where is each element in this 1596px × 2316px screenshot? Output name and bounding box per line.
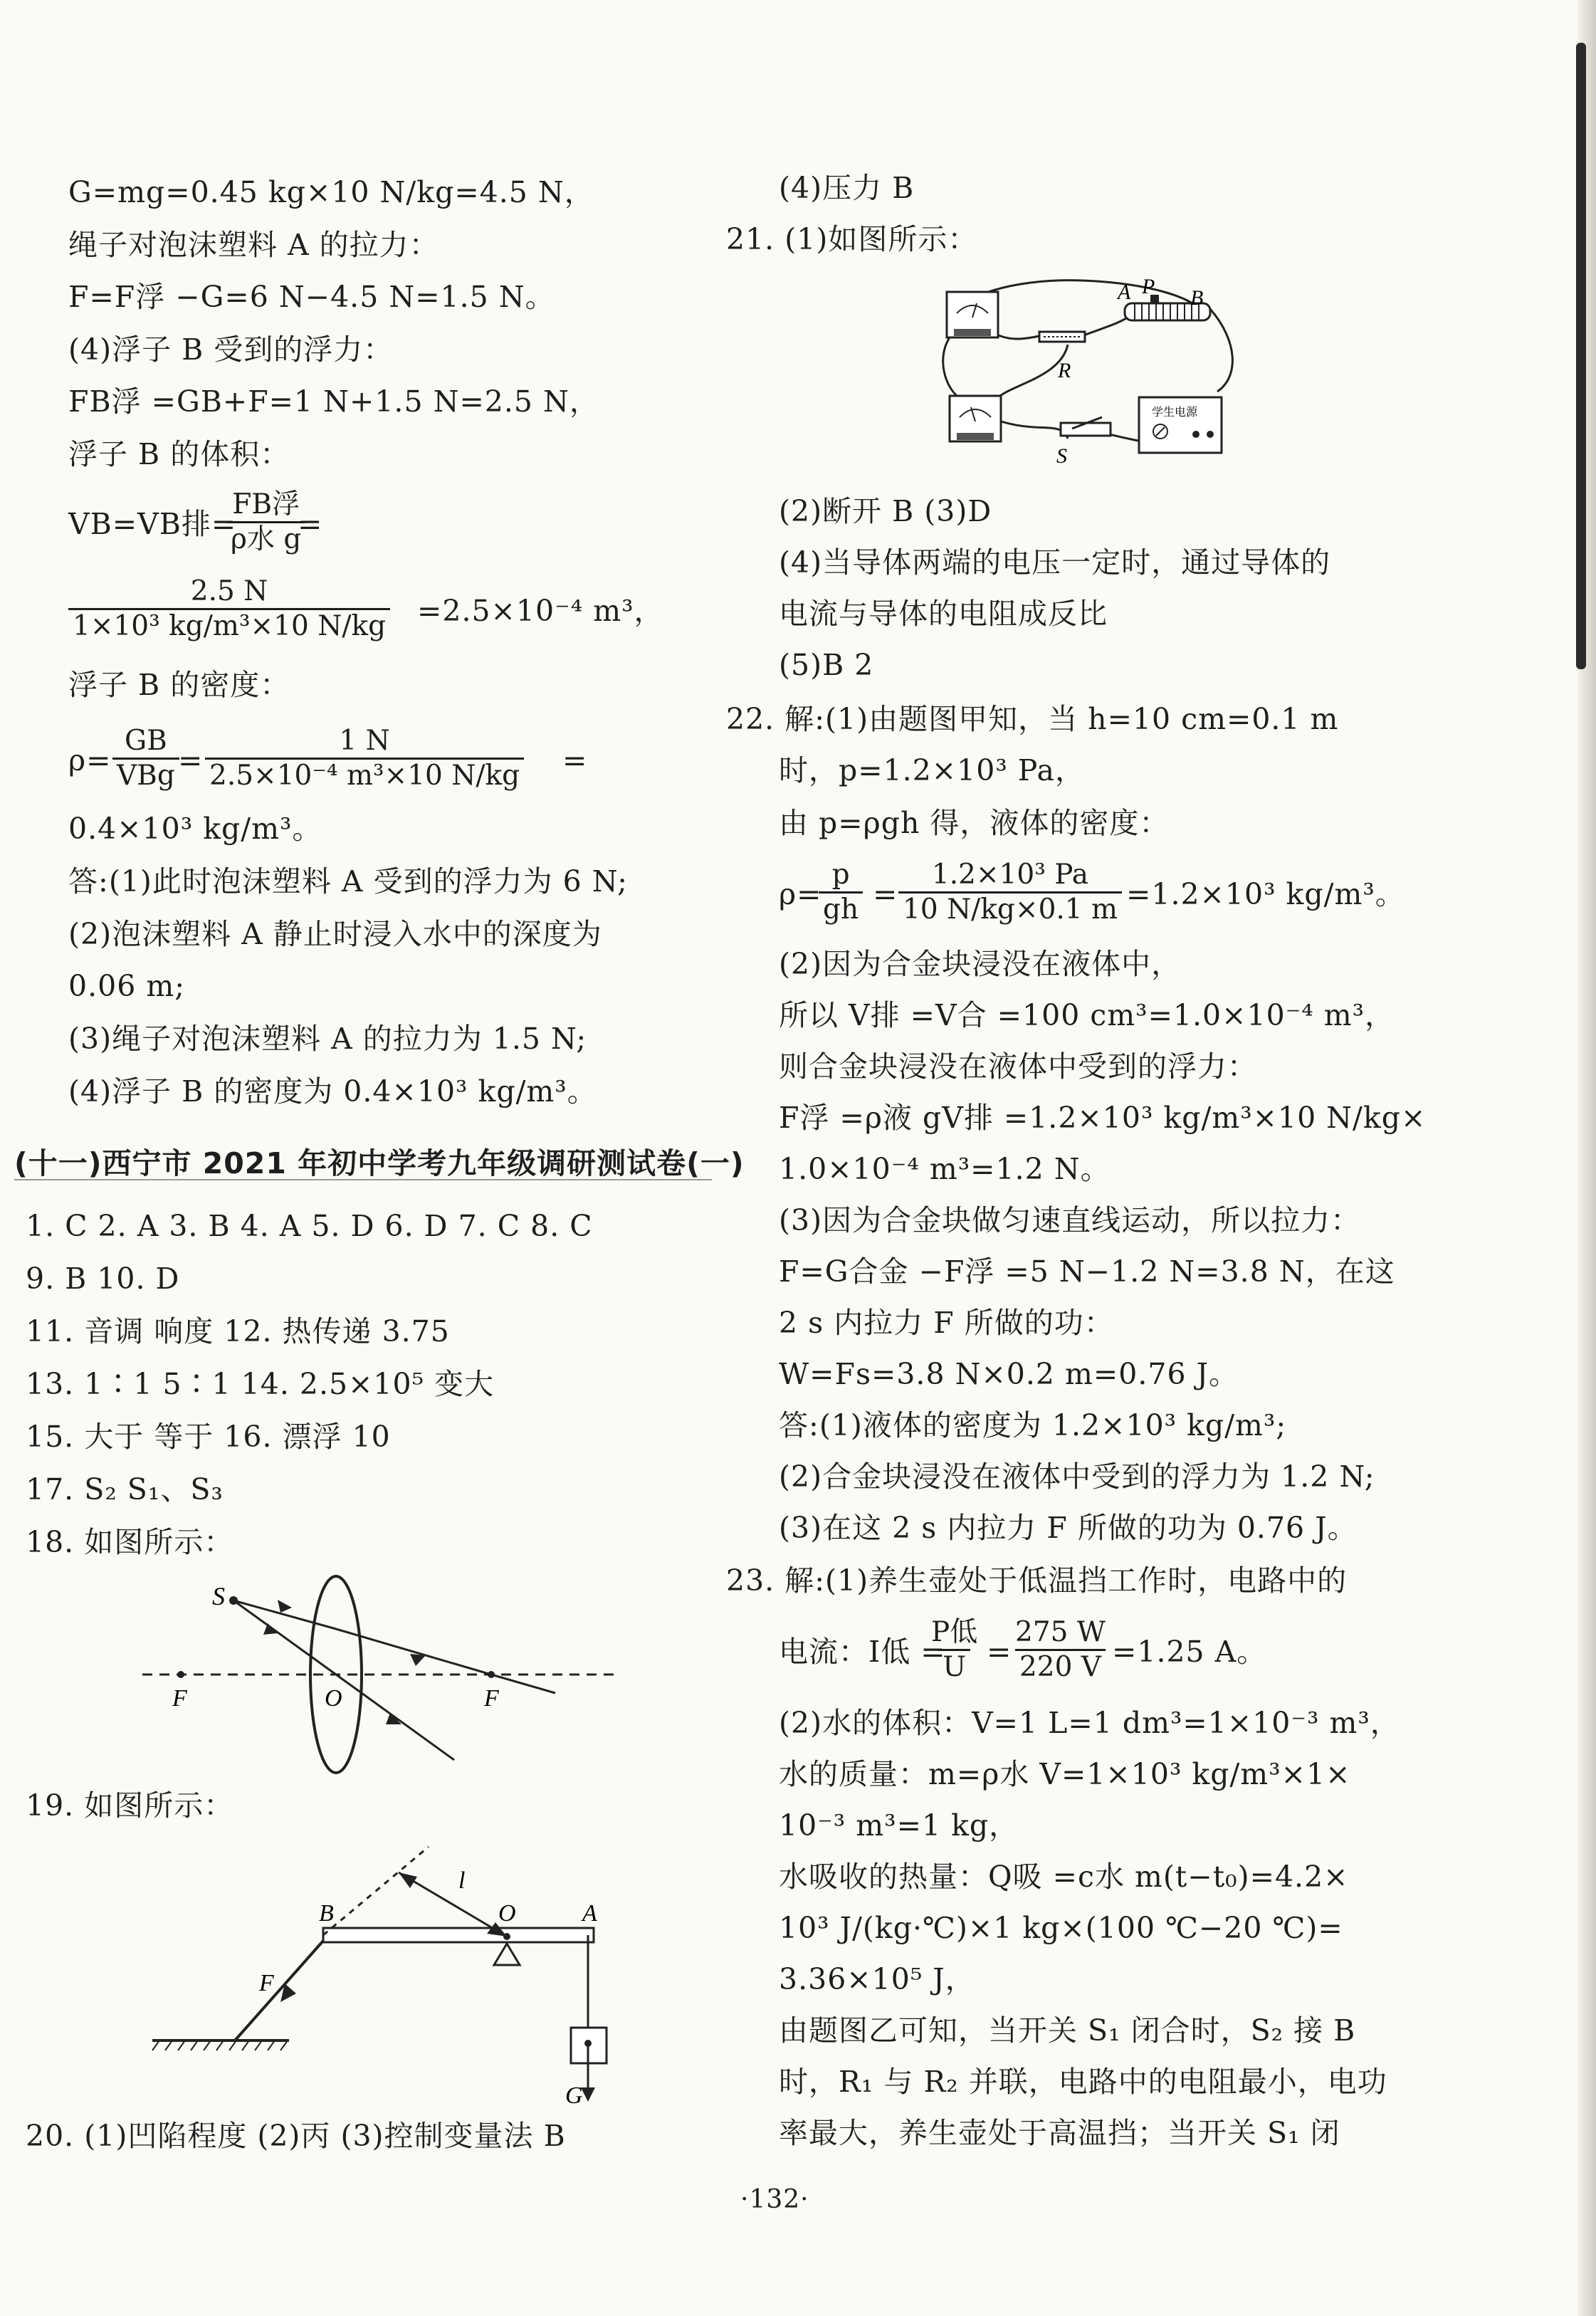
label-A: A bbox=[1118, 281, 1131, 304]
formula-lhs: VB=VB排= bbox=[68, 507, 237, 541]
lever-diagram bbox=[142, 1837, 641, 2107]
denominator: VBg bbox=[112, 758, 179, 792]
text-line: G=mg=0.45 kg×10 N/kg=4.5 N， bbox=[68, 175, 594, 209]
equals: = bbox=[873, 877, 898, 911]
text-line: 21. (1)如图所示： bbox=[726, 222, 978, 256]
fraction bbox=[68, 575, 390, 643]
denominator: 2.5×10⁻⁴ m³×10 N/kg bbox=[205, 758, 524, 792]
text-line: 所以 V排 =V合 =100 cm³=1.0×10⁻⁴ m³， bbox=[779, 998, 1395, 1032]
label-F: F bbox=[259, 1970, 274, 1996]
text-line: 2 s 内拉力 F 所做的功： bbox=[779, 1306, 1114, 1340]
equals: = bbox=[178, 743, 204, 777]
text-line: 浮子 B 的体积： bbox=[68, 437, 290, 471]
text-line: (4)浮子 B 的密度为 0.4×10³ kg/m³。 bbox=[68, 1074, 597, 1109]
text-line: 0.4×10³ kg/m³。 bbox=[68, 812, 322, 846]
text-line: 水吸收的热量：Q吸 =c水 m(t−t₀)=4.2× bbox=[779, 1860, 1349, 1894]
formula-result: =1.2×10³ kg/m³。 bbox=[1126, 877, 1405, 911]
text-line: 3.36×10⁵ J， bbox=[779, 1962, 975, 1996]
answer-line: 1. C 2. A 3. B 4. A 5. D 6. D 7. C 8. C bbox=[26, 1209, 593, 1243]
text-line: 时，p=1.2×10³ Pa， bbox=[779, 753, 1085, 787]
label-G: G bbox=[565, 2082, 583, 2107]
text-line: 22. 解:(1)由题图甲知，当 h=10 cm=0.1 m bbox=[726, 702, 1339, 736]
denominator: gh bbox=[819, 891, 863, 926]
formula-result: =1.25 A。 bbox=[1112, 1635, 1267, 1669]
numerator: 275 W bbox=[1015, 1616, 1106, 1648]
label-B: B bbox=[319, 1900, 334, 1927]
label-O: O bbox=[325, 1685, 342, 1712]
text-line: (2)断开 B (3)D bbox=[779, 494, 992, 528]
answer-line: 17. S₂ S₁、S₃ bbox=[26, 1472, 224, 1507]
fraction bbox=[205, 725, 524, 792]
text-line: F=F浮 −G=6 N−4.5 N=1.5 N。 bbox=[68, 280, 555, 314]
text-line: W=Fs=3.8 N×0.2 m=0.76 J。 bbox=[779, 1357, 1239, 1391]
fraction bbox=[226, 488, 305, 556]
text-line: (3)在这 2 s 内拉力 F 所做的功为 0.76 J。 bbox=[779, 1511, 1358, 1545]
fraction bbox=[819, 859, 863, 926]
text-line: 水的质量：m=ρ水 V=1×10³ kg/m³×1× bbox=[779, 1757, 1351, 1791]
text-line: (3)绳子对泡沫塑料 A 的拉力为 1.5 N; bbox=[68, 1022, 587, 1056]
text-line: 10³ J/(kg·℃)×1 kg×(100 ℃−20 ℃)= bbox=[779, 1911, 1343, 1945]
answer-line: 9. B 10. D bbox=[26, 1262, 180, 1296]
text-line: 绳子对泡沫塑料 A 的拉力： bbox=[68, 228, 439, 262]
text-line: 0.06 m; bbox=[68, 969, 186, 1003]
equals: = bbox=[562, 743, 588, 777]
numerator: p bbox=[831, 859, 850, 891]
label-R: R bbox=[1058, 359, 1071, 382]
text-line: (2)合金块浸没在液体中受到的浮力为 1.2 N; bbox=[779, 1460, 1375, 1494]
lens-ray-diagram bbox=[128, 1573, 641, 1787]
text-line: (2)水的体积：V=1 L=1 dm³=1×10⁻³ m³， bbox=[779, 1706, 1400, 1740]
text-line: 由 p=ρgh 得，液体的密度： bbox=[779, 806, 1170, 840]
formula-lhs: 电流：I低 = bbox=[779, 1635, 946, 1669]
label-B: B bbox=[1190, 286, 1204, 310]
text-line: 由题图乙可知，当开关 S₁ 闭合时，S₂ 接 B bbox=[779, 2013, 1356, 2048]
fraction bbox=[898, 859, 1122, 926]
label-P: P bbox=[1142, 275, 1155, 298]
label-S: S bbox=[1056, 444, 1067, 468]
answer-line: 18. 如图所示： bbox=[26, 1525, 234, 1559]
formula-lhs: ρ= bbox=[68, 743, 112, 777]
text-line: 浮子 B 的密度： bbox=[68, 668, 290, 702]
numerator: 2.5 N bbox=[190, 575, 268, 607]
numerator: GB bbox=[124, 725, 167, 757]
denominator: 220 V bbox=[1015, 1649, 1106, 1684]
text-line: 时，R₁ 与 R₂ 并联，电路中的电阻最小，电功 bbox=[779, 2065, 1387, 2099]
binding-shadow bbox=[1576, 43, 1586, 669]
text-line: 1.0×10⁻⁴ m³=1.2 N。 bbox=[779, 1152, 1111, 1186]
formula-lhs: ρ= bbox=[779, 877, 822, 911]
text-line: 电流与导体的电阻成反比 bbox=[779, 597, 1108, 631]
text-line: 率最大，养生壶处于高温挡；当开关 S₁ 闭 bbox=[779, 2116, 1340, 2150]
numerator: P低 bbox=[931, 1616, 978, 1648]
label-S: S bbox=[212, 1582, 225, 1610]
label-O: O bbox=[498, 1900, 516, 1927]
fraction bbox=[112, 725, 179, 792]
answer-line: 20. (1)凹陷程度 (2)丙 (3)控制变量法 B bbox=[26, 2119, 566, 2153]
answer-line: 11. 音调 响度 12. 热传递 3.75 bbox=[26, 1314, 450, 1348]
text-line: 23. 解:(1)养生壶处于低温挡工作时，电路中的 bbox=[726, 1563, 1348, 1598]
equals: = bbox=[987, 1635, 1012, 1669]
text-line: (5)B 2 bbox=[779, 648, 874, 682]
page-number: ·132· bbox=[740, 2185, 809, 2214]
text-line: (4)压力 B bbox=[779, 171, 915, 205]
fraction bbox=[1011, 1616, 1110, 1684]
text-line: 10⁻³ m³=1 kg， bbox=[779, 1808, 1019, 1843]
answer-line: 15. 大于 等于 16. 漂浮 10 bbox=[26, 1420, 391, 1454]
answer-line: 19. 如图所示： bbox=[26, 1788, 234, 1823]
equals: = bbox=[298, 507, 323, 541]
text-line: (3)因为合金块做匀速直线运动，所以拉力： bbox=[779, 1203, 1361, 1237]
numerator: FB浮 bbox=[232, 488, 300, 520]
text-line: (4)浮子 B 受到的浮力： bbox=[68, 332, 394, 367]
formula-result: =2.5×10⁻⁴ m³， bbox=[417, 594, 664, 628]
numerator: 1 N bbox=[339, 725, 390, 757]
text-line: (4)当导体两端的电压一定时，通过导体的 bbox=[779, 545, 1331, 580]
answer-line: 13. 1∶1 5∶1 14. 2.5×10⁵ 变大 bbox=[26, 1367, 495, 1401]
label-l: l bbox=[458, 1867, 466, 1894]
label-A: A bbox=[582, 1900, 597, 1927]
text-line: (2)泡沫塑料 A 静止时浸入水中的深度为 bbox=[68, 917, 602, 951]
denominator: 10 N/kg×0.1 m bbox=[898, 891, 1122, 926]
fraction bbox=[927, 1616, 982, 1684]
text-line: F=G合金 −F浮 =5 N−1.2 N=3.8 N，在这 bbox=[779, 1254, 1395, 1289]
label-F-right: F bbox=[484, 1685, 499, 1712]
circuit-diagram bbox=[925, 271, 1253, 484]
section-title: (十一)西宁市 2021 年初中学考九年级调研测试卷(一) bbox=[14, 1146, 745, 1180]
text-line: (2)因为合金块浸没在液体中， bbox=[779, 947, 1182, 981]
text-line: 答:(1)此时泡沫塑料 A 受到的浮力为 6 N; bbox=[68, 864, 628, 898]
denominator: ρ水 g bbox=[226, 521, 305, 556]
text-line: F浮 =ρ液 gV排 =1.2×10³ kg/m³×10 N/kg× bbox=[779, 1101, 1427, 1135]
text-line: 则合金块浸没在液体中受到的浮力： bbox=[779, 1049, 1257, 1084]
label-supply: 学生电源 bbox=[1152, 405, 1198, 419]
denominator: U bbox=[938, 1649, 970, 1684]
text-line: FB浮 =GB+F=1 N+1.5 N=2.5 N， bbox=[68, 384, 599, 419]
numerator: 1.2×10³ Pa bbox=[931, 859, 1089, 891]
denominator: 1×10³ kg/m³×10 N/kg bbox=[68, 608, 390, 643]
label-F-left: F bbox=[172, 1685, 187, 1712]
text-line: 答:(1)液体的密度为 1.2×10³ kg/m³; bbox=[779, 1408, 1287, 1442]
